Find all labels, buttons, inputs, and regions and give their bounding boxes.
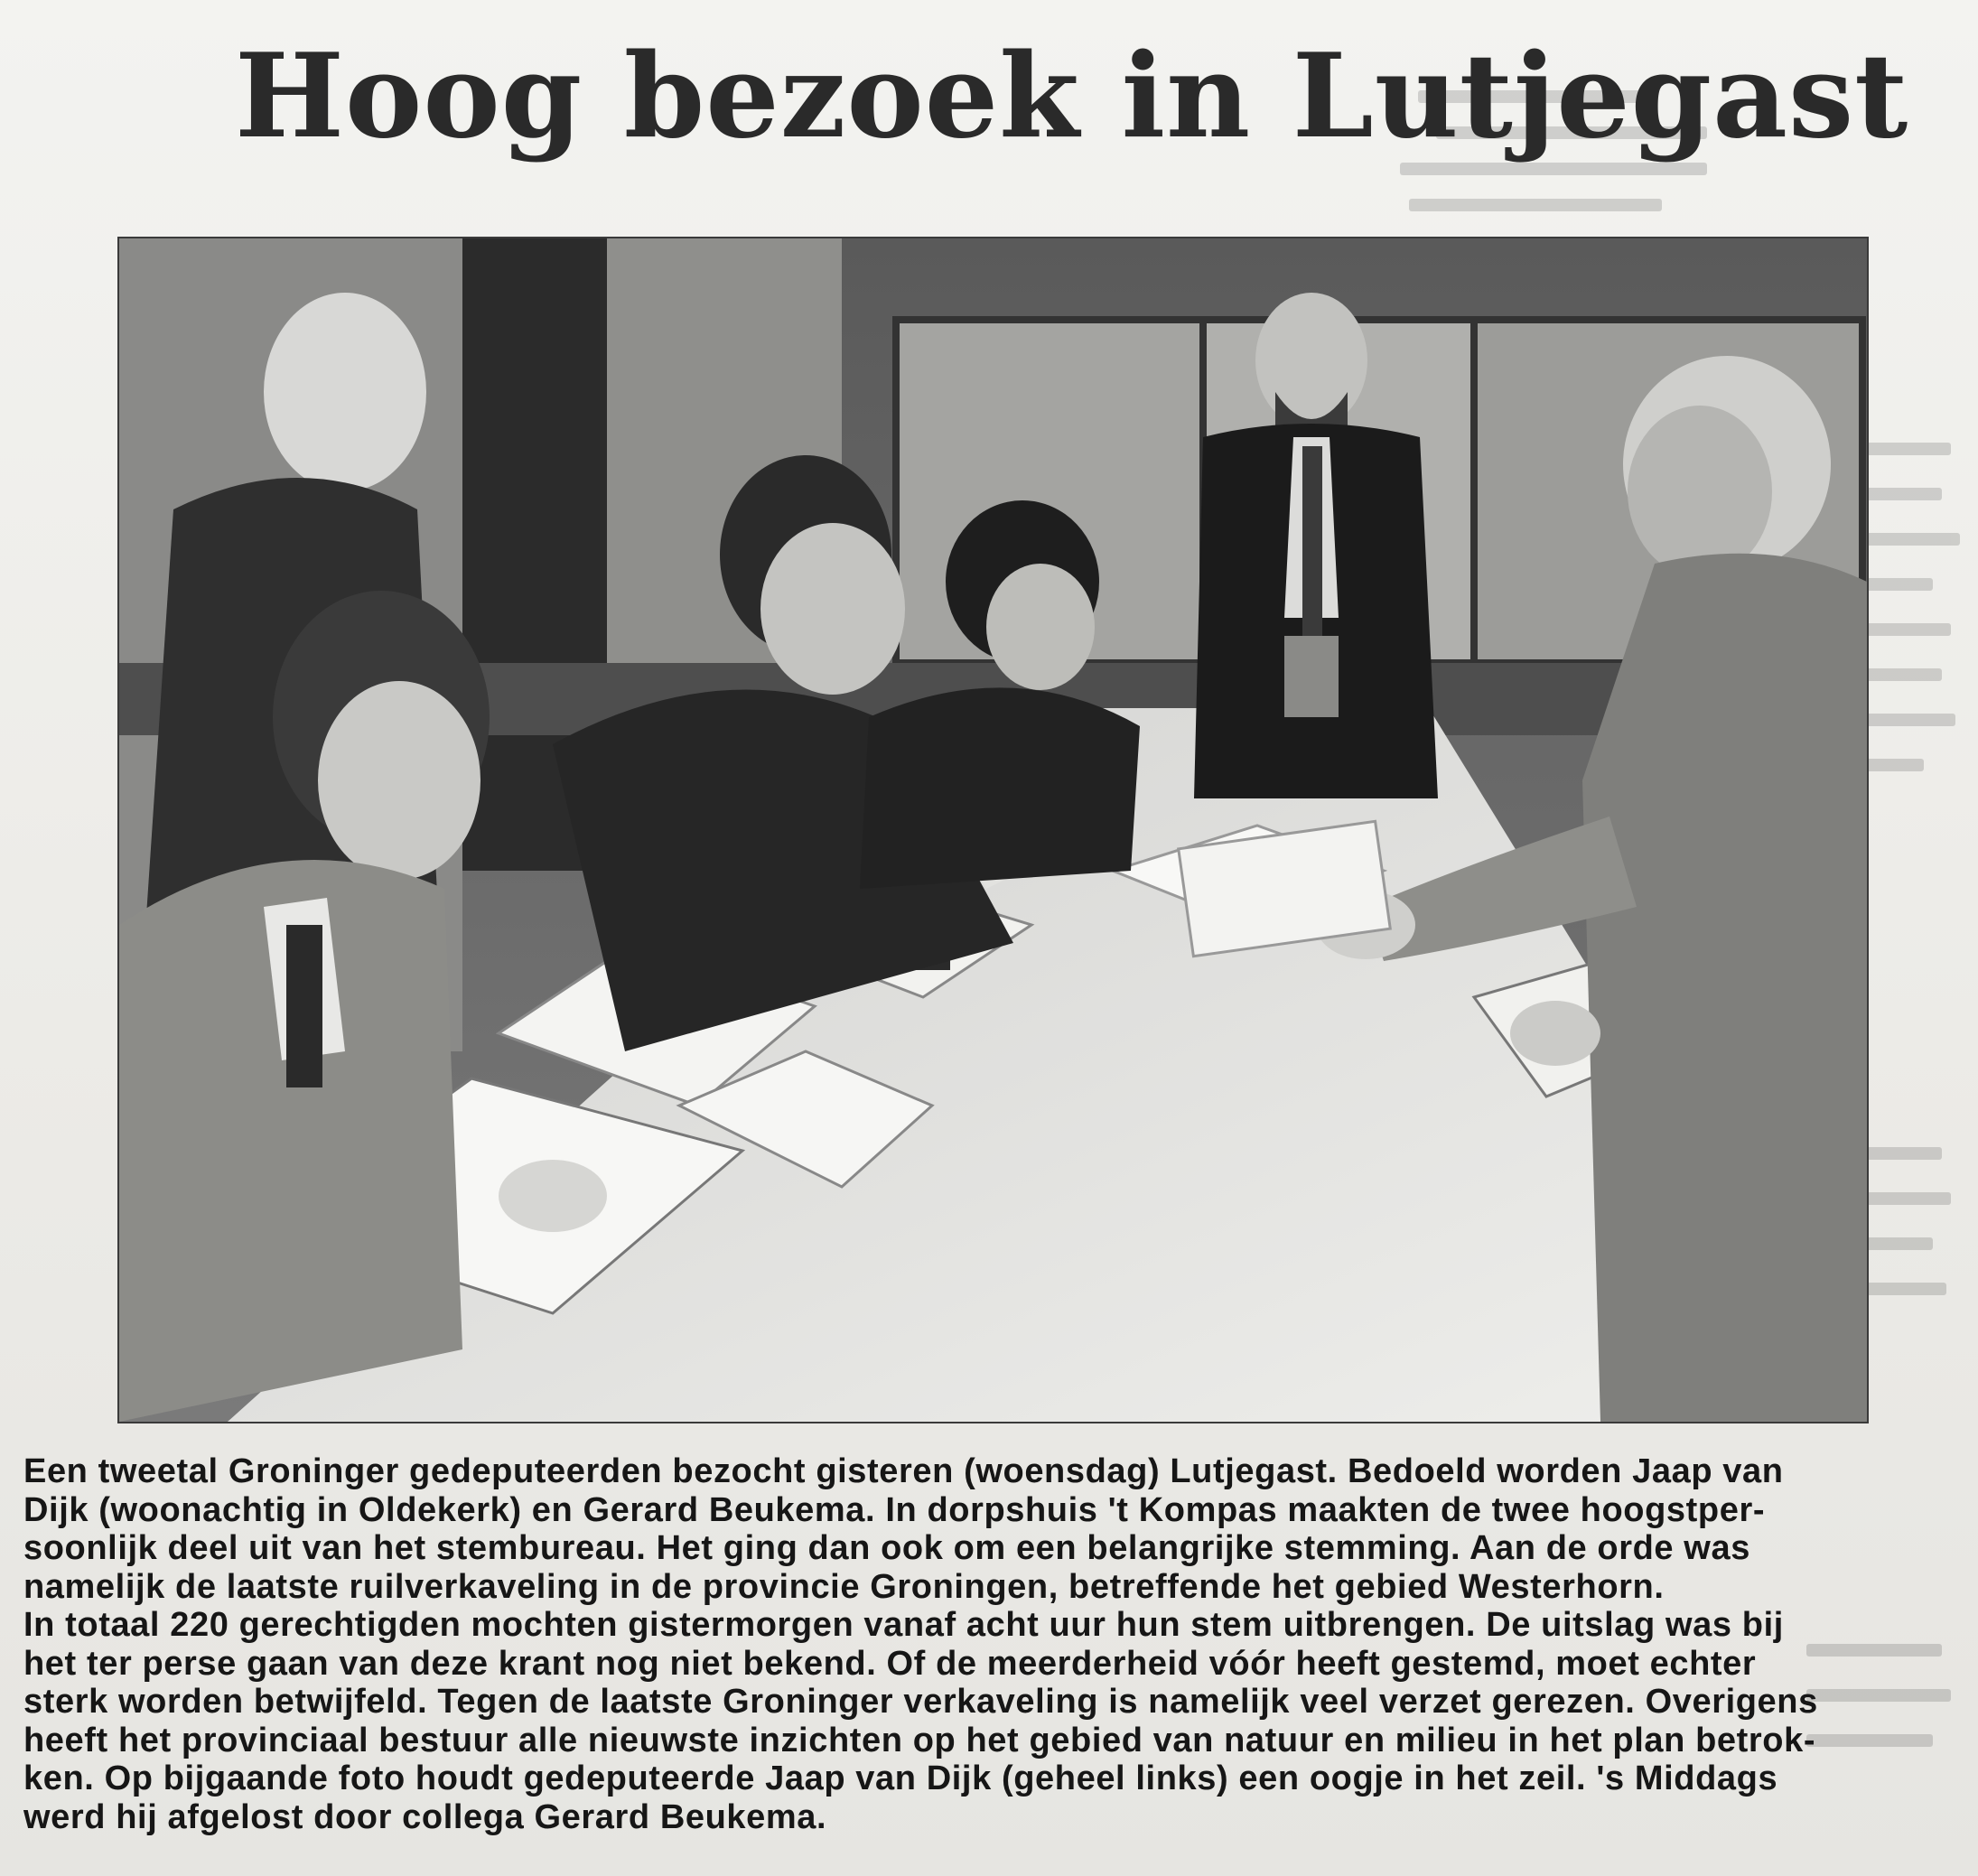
caption-line: Dijk (woonachtig in Oldekerk) en Gerard Beukema. In dorpshuis 't Kompas maakten de twee hoogstper- (23, 1490, 1766, 1529)
caption-line: namelijk de laatste ruilverkaveling in de provincie Groningen, betreffende het gebied Westerhorn. (23, 1567, 1665, 1606)
caption-line: heeft het provinciaal bestuur alle nieuwste inzichten op het gebied van natuur en milieu in het plan betrok- (23, 1721, 1816, 1759)
photo-caption (23, 1452, 1929, 1836)
caption-line: In totaal 220 gerechtigden mochten gistermorgen vanaf acht uur hun stem uitbrengen. De uitslag was bij (23, 1606, 1784, 1644)
caption-line: Een tweetal Groninger gedeputeerden bezocht gisteren (woensdag) Lutjegast. Bedoeld worden Jaap van (23, 1452, 1784, 1490)
headline: Hoog bezoek in Lutjegast (235, 29, 1909, 164)
caption-line: werd hij afgelost door collega Gerard Beukema. (23, 1797, 827, 1836)
polling-station-scene (119, 238, 1867, 1422)
caption-line: het ter perse gaan van deze krant nog niet bekend. Of de meerderheid vóór heeft gestemd, moet echter (23, 1644, 1757, 1683)
caption-line: sterk worden betwijfeld. Tegen de laatste Groninger verkaveling is namelijk veel verzet gerezen. Overigens (23, 1683, 1818, 1721)
news-photo (117, 237, 1869, 1423)
caption-line: soonlijk deel uit van het stembureau. Het ging dan ook om een belangrijke stemming. Aan de orde was (23, 1529, 1750, 1567)
caption-line: ken. Op bijgaande foto houdt gedeputeerde Jaap van Dijk (geheel links) een oogje in het zeil. 's Middags (23, 1759, 1778, 1797)
